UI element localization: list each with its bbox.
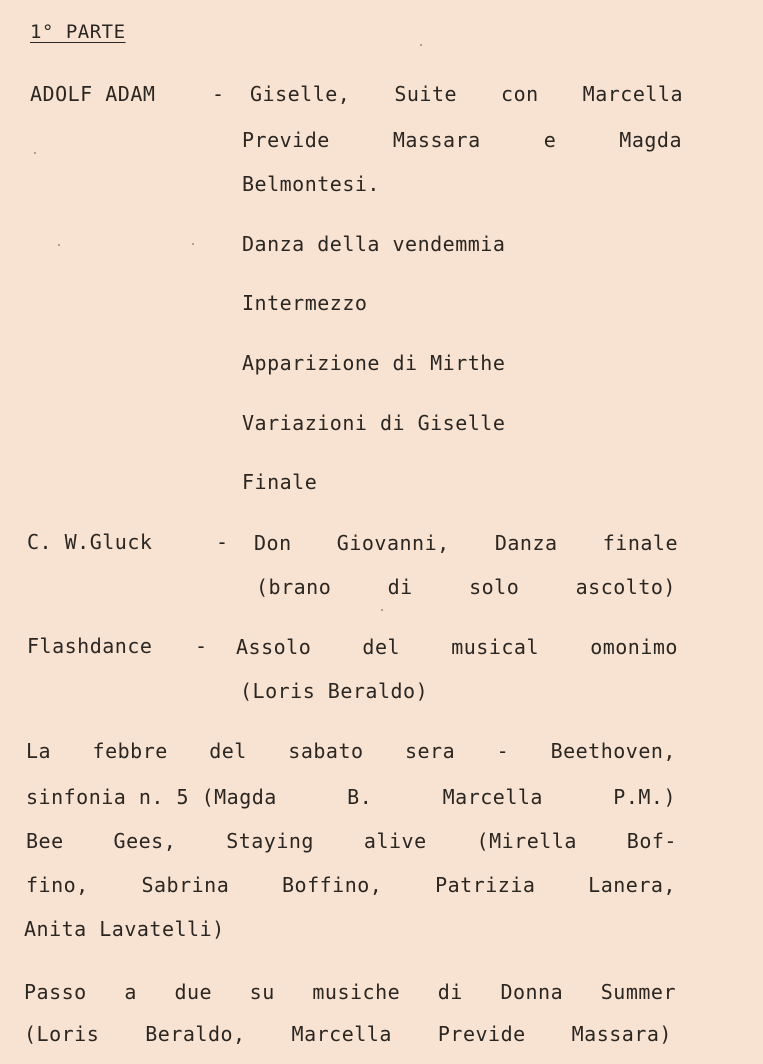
febbre-line-2-word: B. — [347, 785, 373, 809]
febbre-line-1-word: sabato — [288, 739, 364, 763]
flashdance-line-1-word: del — [362, 635, 401, 659]
adam-line-2 — [242, 128, 682, 152]
adam-line-2-word: Magda — [619, 128, 682, 152]
febbre-line-3-word: alive — [363, 829, 427, 853]
summer-line-1-word: su — [249, 980, 275, 1004]
gluck-line-1-word: finale — [602, 531, 678, 555]
febbre-line-1-word: sera — [404, 739, 456, 763]
adam-line-3: Belmontesi. — [242, 172, 380, 196]
summer-line-1-word: a — [124, 980, 137, 1004]
gluck-line-2-word: di — [387, 575, 413, 599]
summer-line-2-word: (Loris — [24, 1022, 100, 1046]
gluck-line-1-word: Danza — [494, 531, 558, 555]
adam-line-1-word: Marcella — [582, 82, 683, 106]
febbre-line-3-word: Gees, — [113, 829, 177, 853]
febbre-line-1-word: - — [496, 739, 510, 763]
paper-speck — [381, 609, 383, 611]
febbre-line-4-word: Sabrina — [141, 873, 230, 897]
adam-line-2-word: e — [543, 128, 557, 152]
febbre-line-3-word: (Mirella — [476, 829, 577, 853]
summer-line-2-word: Previde — [437, 1022, 526, 1046]
summer-line-1-word: Summer — [600, 980, 676, 1004]
febbre-line-2-word: Marcella — [442, 785, 543, 809]
febbre-line-4-word: fino, — [26, 873, 89, 897]
dash-flashdance: - — [195, 634, 208, 658]
febbre-line-3-word: Staying — [226, 829, 314, 853]
gluck-line-2-word: ascolto) — [575, 575, 676, 599]
flashdance-line-1-word: Assolo — [236, 635, 312, 659]
dash-gluck: - — [216, 530, 229, 554]
febbre-line-1-word: febbre — [92, 739, 168, 763]
summer-line-2-word: Marcella — [291, 1022, 392, 1046]
gluck-line-2 — [256, 575, 676, 599]
flashdance-line-2: (Loris Beraldo) — [240, 679, 429, 703]
febbre-line-1 — [26, 739, 676, 763]
paper-speck — [58, 244, 60, 246]
summer-line-2-word: Beraldo, — [145, 1022, 246, 1046]
summer-line-1 — [24, 980, 676, 1004]
febbre-line-3 — [26, 829, 677, 853]
movement-item: Finale — [242, 470, 318, 494]
febbre-line-2-word: P.M.) — [613, 785, 676, 809]
summer-line-1-word: Passo — [24, 980, 87, 1004]
summer-line-1-word: Donna — [500, 980, 564, 1004]
flashdance-line-1 — [236, 635, 678, 659]
movement-item: Intermezzo — [242, 291, 368, 315]
febbre-line-2 — [26, 785, 676, 809]
movement-item: Variazioni di Giselle — [242, 411, 506, 435]
section-heading: 1° PARTE — [30, 21, 126, 43]
adam-line-2-word: Massara — [392, 128, 481, 152]
adam-line-1 — [250, 82, 683, 106]
paper-speck — [192, 243, 194, 245]
adam-line-2-word: Previde — [242, 128, 330, 152]
summer-line-1-word: due — [174, 980, 213, 1004]
gluck-line-2-word: (brano — [256, 575, 332, 599]
gluck-line-1-word: Don — [254, 531, 292, 555]
febbre-line-3-word: Bof- — [626, 829, 677, 853]
summer-line-2 — [24, 1022, 672, 1046]
paper-speck — [34, 152, 36, 154]
febbre-line-1-word: La — [26, 739, 52, 763]
febbre-line-3-word: Bee — [26, 829, 64, 853]
flashdance-line-1-word: musical — [451, 635, 540, 659]
summer-line-2-word: Massara) — [571, 1022, 672, 1046]
composer-adam: ADOLF ADAM — [30, 82, 156, 106]
dash-adam: - — [212, 82, 225, 106]
movement-item: Danza della vendemmia — [242, 232, 506, 256]
paper-speck — [420, 44, 422, 46]
flashdance-line-1-word: omonimo — [590, 635, 678, 659]
gluck-line-1-word: Giovanni, — [336, 531, 450, 555]
summer-line-1-word: musiche — [312, 980, 401, 1004]
febbre-line-1-word: del — [209, 739, 247, 763]
composer-gluck: C. W.Gluck — [27, 530, 153, 554]
febbre-line-4-word: Lanera, — [588, 873, 676, 897]
gluck-line-1 — [254, 531, 678, 555]
febbre-line-4 — [26, 873, 676, 897]
febbre-line-4-word: Patrizia — [435, 873, 536, 897]
febbre-line-4-word: Boffino, — [282, 873, 383, 897]
summer-line-1-word: di — [437, 980, 463, 1004]
movement-item: Apparizione di Mirthe — [242, 351, 506, 375]
adam-line-1-word: con — [501, 82, 539, 106]
febbre-line-1-word: Beethoven, — [550, 739, 676, 763]
adam-line-1-word: Suite — [394, 82, 458, 106]
febbre-line-5: Anita Lavatelli) — [24, 917, 225, 941]
title-flashdance: Flashdance — [27, 634, 153, 658]
febbre-line-2-word: sinfonia n. 5 (Magda — [26, 785, 277, 809]
gluck-line-2-word: solo — [469, 575, 520, 599]
adam-line-1-word: Giselle, — [250, 82, 351, 106]
